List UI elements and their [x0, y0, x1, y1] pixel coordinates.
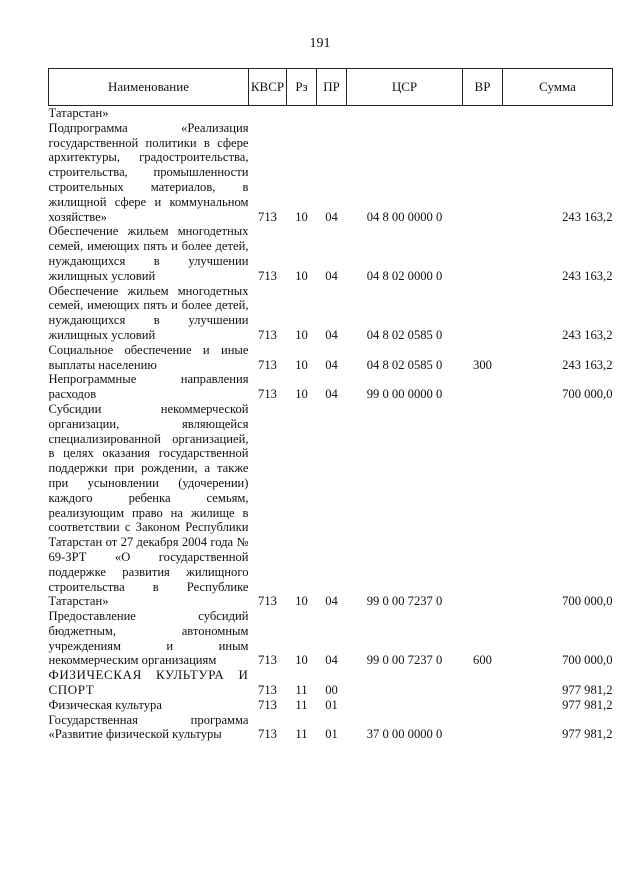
- table-row: [49, 121, 613, 225]
- row-name: ФИЗИЧЕСКАЯ КУЛЬТУРА И СПОРТ: [48, 667, 249, 698]
- row-vr: [463, 402, 503, 609]
- row-rz: 11: [295, 683, 308, 698]
- row-rz: 10: [295, 209, 308, 224]
- page-number: 191: [309, 36, 331, 51]
- row-csr: 99 0 00 7237 0: [366, 653, 443, 668]
- row-csr: [347, 698, 463, 713]
- table-row: [49, 402, 613, 609]
- row-sum: 700 000,0: [562, 594, 613, 609]
- table-row: [49, 668, 613, 698]
- row-csr: [347, 668, 463, 698]
- row-kvsr: 713: [258, 268, 277, 283]
- row-pr: 04: [325, 327, 338, 342]
- row-rz: 10: [295, 268, 308, 283]
- row-kvsr: 713: [258, 727, 277, 742]
- row-pr: 04: [325, 357, 338, 372]
- row-name: Государственная программа «Развитие физической культуры: [48, 712, 249, 742]
- row-sum: 243 163,2: [562, 268, 613, 283]
- row-pr: 00: [325, 683, 338, 698]
- row-rz: 10: [295, 653, 308, 668]
- row-csr: 99 0 00 7237 0: [366, 594, 443, 609]
- table-header-row: [49, 69, 613, 106]
- row-rz: 11: [295, 697, 308, 712]
- row-name: Социальное обеспечение и иные выплаты населению: [48, 342, 249, 372]
- row-sum: 977 981,2: [562, 697, 613, 712]
- row-vr: [463, 668, 503, 698]
- row-name: Обеспечение жильем многодетных семей, имеющих пять и более детей, нуждающихся в улучшении жилищных условий: [48, 224, 249, 283]
- row-sum: 977 981,2: [562, 727, 613, 742]
- row-pr: 04: [325, 594, 338, 609]
- table-row: [49, 343, 613, 373]
- header-kvsr: КВСР: [249, 69, 287, 106]
- header-name: Наименование: [49, 69, 249, 106]
- row-vr: 300: [473, 357, 492, 372]
- continuation-text: Татарстан»: [48, 106, 109, 120]
- row-sum: 977 981,2: [562, 683, 613, 698]
- row-rz: 10: [295, 594, 308, 609]
- row-kvsr: 713: [258, 209, 277, 224]
- header-csr: ЦСР: [347, 69, 463, 106]
- row-pr: 04: [325, 209, 338, 224]
- row-sum: 243 163,2: [562, 357, 613, 372]
- row-sum: 700 000,0: [562, 653, 613, 668]
- row-csr: 99 0 00 0000 0: [366, 387, 443, 402]
- row-sum: 243 163,2: [562, 327, 613, 342]
- row-kvsr: 713: [258, 387, 277, 402]
- row-pr: 04: [325, 653, 338, 668]
- row-name: Субсидии некоммерческой организации, являющейся специализированной организацией, в целях оказания государственной поддержки при рождении, а также при усыновлении (удочерении) каждого ребенка семьям, реализующим право на жилище в соответствии с Законом Республики Татарстан от 27 декабря 2004 года № 69-ЗРТ «О государственной поддержке развития жилищного строительства в Республике Татарстан»: [48, 401, 249, 609]
- row-kvsr: 713: [258, 697, 277, 712]
- row-name: Предоставление субсидий бюджетным, автономным учреждениям и иным некоммерческим организациям: [48, 609, 249, 668]
- row-kvsr: 713: [258, 683, 277, 698]
- row-kvsr: 713: [258, 357, 277, 372]
- row-name: Физическая культура: [48, 697, 162, 712]
- row-vr: [463, 121, 503, 225]
- header-sum: Сумма: [503, 69, 613, 106]
- row-rz: 10: [295, 357, 308, 372]
- row-pr: 01: [325, 727, 338, 742]
- row-vr: [463, 284, 503, 343]
- row-vr: [463, 224, 503, 283]
- row-sum: 243 163,2: [562, 209, 613, 224]
- row-csr: 04 8 02 0000 0: [366, 268, 443, 283]
- header-rz: Рз: [287, 69, 317, 106]
- row-name: Обеспечение жильем многодетных семей, имеющих пять и более детей, нуждающихся в улучшении жилищных условий: [48, 283, 249, 342]
- row-csr: 37 0 00 0000 0: [366, 727, 443, 742]
- row-csr: 04 8 02 0585 0: [366, 327, 443, 342]
- row-kvsr: 713: [258, 653, 277, 668]
- row-pr: 04: [325, 387, 338, 402]
- row-vr: 600: [473, 653, 492, 668]
- row-name: Подпрограмма «Реализация государственной политики в сфере архитектуры, градостроительства, строительства, промышленности строительных материалов, в жилищной сфере и коммунальном хозяйстве»: [48, 120, 249, 224]
- table-row: [49, 284, 613, 343]
- row-csr: 04 8 00 0000 0: [366, 209, 443, 224]
- row-kvsr: 713: [258, 327, 277, 342]
- row-rz: 10: [295, 327, 308, 342]
- continuation-row: [49, 106, 613, 121]
- row-vr: [463, 698, 503, 713]
- table-row: [49, 713, 613, 743]
- row-rz: 10: [295, 387, 308, 402]
- table-row: [49, 224, 613, 283]
- row-vr: [463, 372, 503, 402]
- table-row: [49, 372, 613, 402]
- row-name: Непрограммные направления расходов: [48, 372, 249, 402]
- row-pr: 04: [325, 268, 338, 283]
- row-sum: 700 000,0: [562, 387, 613, 402]
- header-vr: ВР: [463, 69, 503, 106]
- header-pr: ПР: [317, 69, 347, 106]
- row-vr: [463, 713, 503, 743]
- table-row: [49, 698, 613, 713]
- row-csr: 04 8 02 0585 0: [366, 357, 443, 372]
- row-pr: 01: [325, 697, 338, 712]
- row-rz: 11: [295, 727, 308, 742]
- table-row: [49, 609, 613, 668]
- row-kvsr: 713: [258, 594, 277, 609]
- budget-table: [48, 68, 613, 742]
